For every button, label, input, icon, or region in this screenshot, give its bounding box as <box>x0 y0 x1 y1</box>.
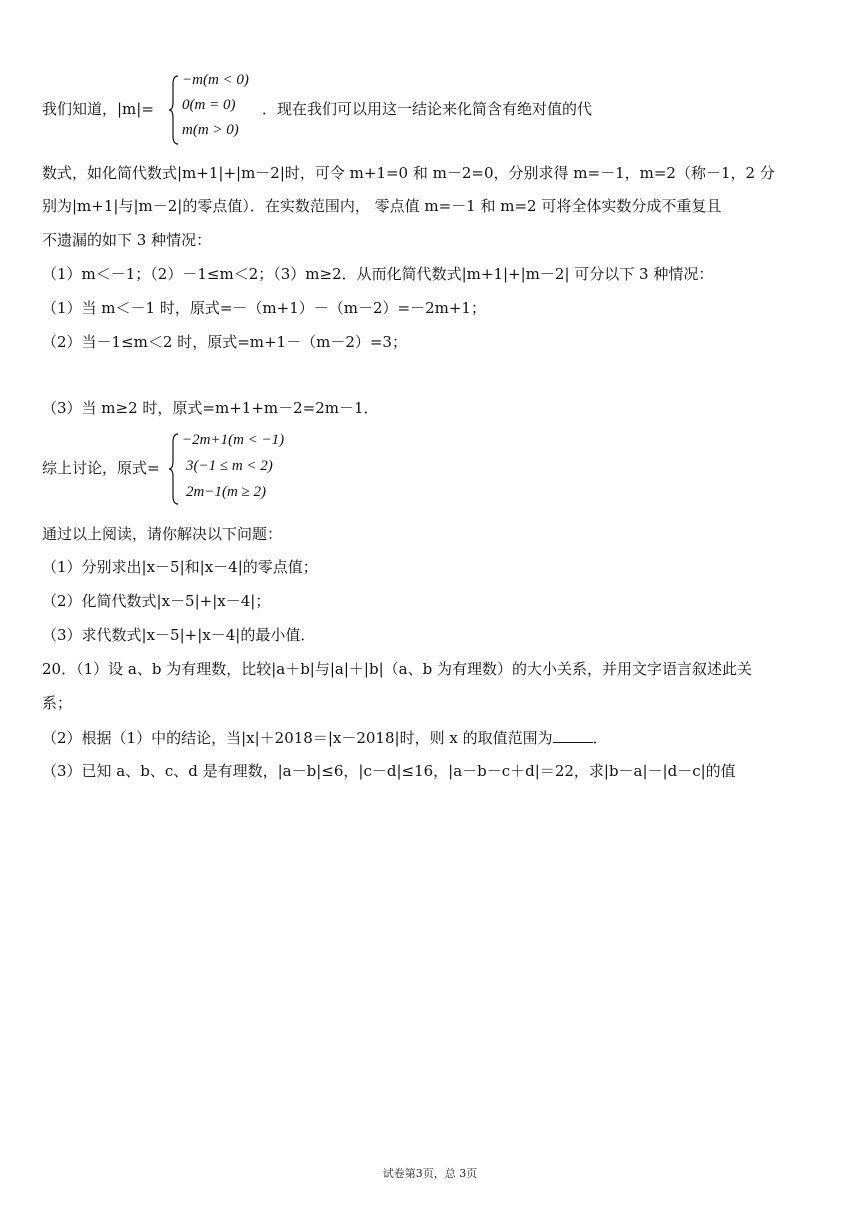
paragraph-line: （3）当 m≥2 时，原式=m+1+m－2=2m－1． <box>42 399 379 417</box>
question-item: （3）求代数式|x－5|+|x－4|的最小值． <box>42 626 316 644</box>
question-intro: 通过以上阅读，请你解决以下问题： <box>42 525 283 543</box>
problem-20-part1: 20．（1）设 a、b 为有理数，比较|a＋b|与|a|＋|b|（a、b 为有理数）的大小关系，并用文字语言叙述此关 <box>42 660 752 678</box>
intro-continuation: ．现在我们可以用这一结论来化简含有绝对值的代 <box>262 100 593 118</box>
case-positive: m(m > 0) <box>182 122 239 138</box>
problem-20-part1-cont: 系； <box>42 694 73 712</box>
intro-text: 我们知道，|m|= <box>42 100 154 118</box>
summary-case-3: 2m−1(m ≥ 2) <box>186 484 267 500</box>
paragraph-line: （2）当－1≤m＜2 时，原式=m+1－（m－2）=3； <box>42 333 407 351</box>
cases-brace <box>168 74 180 146</box>
question-item: （1）分别求出|x－5|和|x－4|的零点值； <box>42 558 318 576</box>
answer-blank[interactable] <box>553 727 593 743</box>
paragraph-line: 数式，如化简代数式|m+1|+|m－2|时，可令 m+1=0 和 m－2=0，分别求得 m=－1，m=2（称－1，2 分 <box>42 164 775 182</box>
case-zero: 0(m = 0) <box>182 97 236 113</box>
problem-20-part2 <box>42 727 608 748</box>
paragraph-line: （1）当 m＜－1 时，原式=－（m+1）－（m－2）=－2m+1； <box>42 299 486 317</box>
question-item: （2）化简代数式|x－5|+|x－4|； <box>42 592 271 610</box>
summary-case-2: 3(−1 ≤ m < 2) <box>186 458 273 474</box>
page-footer: 试卷第3页，总 3页 <box>382 1167 478 1180</box>
problem-20-part2-text: （2）根据（1）中的结论，当|x|＋2018＝|x－2018|时，则 x 的取值范围为 <box>42 729 553 747</box>
paragraph-line: 不遗漏的如下 3 种情况： <box>42 231 212 249</box>
case-negative: −m(m < 0) <box>182 72 249 88</box>
problem-20-part3: （3）已知 a、b、c、d 是有理数，|a－b|≤6，|c－d|≤16，|a－b－c＋d|＝22，求|b－a|－|d－c|的值 <box>42 762 736 780</box>
summary-brace <box>168 432 180 506</box>
paragraph-line: 别为|m+1|与|m－2|的零点值）．在实数范围内， 零点值 m=－1 和 m=2 可将全体实数分成不重复且 <box>42 197 722 215</box>
problem-20-part2-end: ． <box>592 729 608 747</box>
paragraph-line: （1）m＜－1；（2）－1≤m＜2；（3）m≥2．从而化简代数式|m+1|+|m－2| 可分以下 3 种情况： <box>42 265 714 283</box>
summary-case-1: −2m+1(m < −1) <box>182 432 285 448</box>
summary-label: 综上讨论，原式= <box>42 459 160 477</box>
